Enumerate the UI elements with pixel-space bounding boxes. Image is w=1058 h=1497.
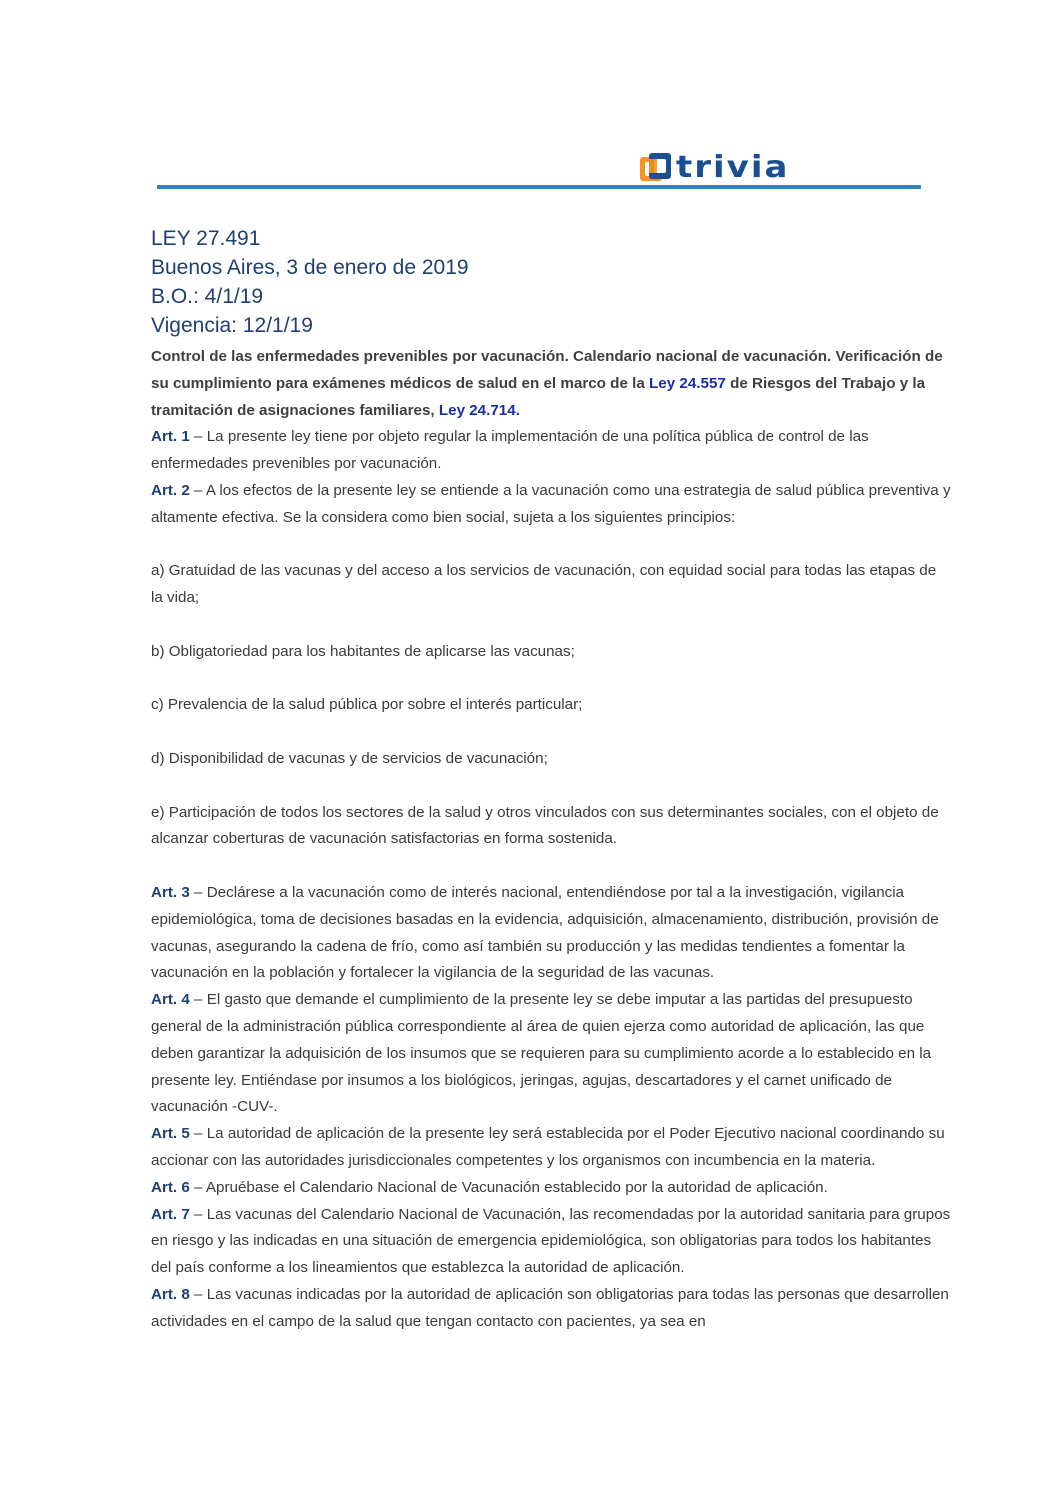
principle-e: e) Participación de todos los sectores de la salud y otros vinculados con sus determinantes sociales, con el objeto de alcanzar coberturas de vacunación satisfactorias en forma sostenida. (151, 803, 939, 848)
law-title-block (151, 224, 951, 340)
summary-text-3: . (515, 401, 520, 419)
header-rule (157, 185, 921, 189)
article-8 (151, 1282, 951, 1336)
article-label: Art. 7 (151, 1205, 190, 1223)
article-2 (151, 478, 951, 532)
article-label: Art. 2 (151, 481, 190, 499)
article-7 (151, 1202, 951, 1282)
article-label: Art. 8 (151, 1285, 190, 1303)
summary-text-1: Control de las enfermedades prevenibles por vacunación. Calendario nacional de vacunación. Verificación de su cumplimiento para exámenes médicos de salud en el marco de la (151, 348, 943, 392)
article-1 (151, 424, 951, 478)
article-text: – A los efectos de la presente ley se entiende a la vacunación como una estrategia de salud pública preventiva y altamente efectiva. Se la considera como bien social, sujeta a los siguientes principios: (151, 481, 951, 526)
law-place-date: Buenos Aires, 3 de enero de 2019 (151, 256, 469, 279)
article-label: Art. 6 (151, 1178, 190, 1196)
page-header (157, 150, 921, 190)
principle-d: d) Disponibilidad de vacunas y de servicios de vacunación; (151, 749, 548, 767)
article-label: Art. 4 (151, 991, 190, 1009)
link-ley-24714[interactable]: Ley 24.714 (438, 401, 516, 419)
law-vigencia: Vigencia: 12/1/19 (151, 314, 313, 337)
link-ley-24557[interactable]: Ley 24.557 (649, 374, 726, 392)
trivia-logo-icon (639, 151, 673, 183)
trivia-logo-text: trivia (676, 149, 790, 185)
law-boletin-oficial: B.O.: 4/1/19 (151, 285, 264, 308)
principle-a: a) Gratuidad de las vacunas y del acceso a los servicios de vacunación, con equidad social para todas las etapas de la vida; (151, 562, 937, 607)
summary-text-2: de Riesgos del Trabajo y la tramitación de asignaciones familiares, (151, 374, 926, 419)
article-6 (151, 1175, 951, 1202)
document-body (151, 224, 951, 1335)
article-text: – La presente ley tiene por objeto regular la implementación de una política pública de control de las enfermedades prevenibles por vacunación. (151, 428, 869, 473)
article-text: – Las vacunas indicadas por la autoridad de aplicación son obligatorias para todas las personas que desarrollen actividades en el campo de la salud que tengan contacto con pacientes, ya sea en (151, 1285, 949, 1330)
article-4 (151, 987, 951, 1121)
article-text: – Apruébase el Calendario Nacional de Vacunación establecido por la autoridad de aplicación. (189, 1178, 828, 1196)
article-label: Art. 3 (151, 883, 190, 901)
article-text: – Declárese a la vacunación como de interés nacional, entendiéndose por tal a la investigación, vigilancia epidemiológica, toma de decisiones basadas en la evidencia, adquisición, almacenamiento, distribución, provisión de vacunas, asegurando la cadena de frío, como así también su producción y las medidas tendientes a fomentar la vacunación en la población y fortalecer la vigilancia de la seguridad de las vacunas. (151, 883, 939, 982)
article-text: – Las vacunas del Calendario Nacional de Vacunación, las recomendadas por la autoridad sanitaria para grupos en riesgo y las indicadas en una situación de emergencia epidemiológica, son obligatorias para todos los habitantes del país conforme a los lineamientos que establezca la autoridad de aplicación. (151, 1205, 951, 1277)
article-5 (151, 1121, 951, 1175)
principle-b: b) Obligatoriedad para los habitantes de aplicarse las vacunas; (151, 642, 575, 660)
article-text: – La autoridad de aplicación de la presente ley será establecida por el Poder Ejecutivo nacional coordinando su accionar con las autoridades jurisdiccionales competentes y los organismos con incumbencia en la materia. (151, 1125, 945, 1169)
article-text: – El gasto que demande el cumplimiento de la presente ley se debe imputar a las partidas del presupuesto general de la administración pública correspondiente al área de quien ejerza como autoridad de aplicación, las que deben garantizar la adquisición de los insumos que se requieren para su cumplimiento acorde a lo establecido en la presente ley. Entiéndase por insumos a los biológicos, jeringas, agujas, descartadores y el carnet unificado de vacunación -CUV-. (151, 991, 932, 1116)
law-summary (151, 344, 951, 424)
principle-c: c) Prevalencia de la salud pública por sobre el interés particular; (151, 696, 583, 714)
trivia-logo (639, 150, 789, 184)
article-3 (151, 880, 951, 987)
article-label: Art. 1 (151, 428, 190, 446)
law-number: LEY 27.491 (151, 227, 261, 250)
article-label: Art. 5 (151, 1125, 190, 1143)
